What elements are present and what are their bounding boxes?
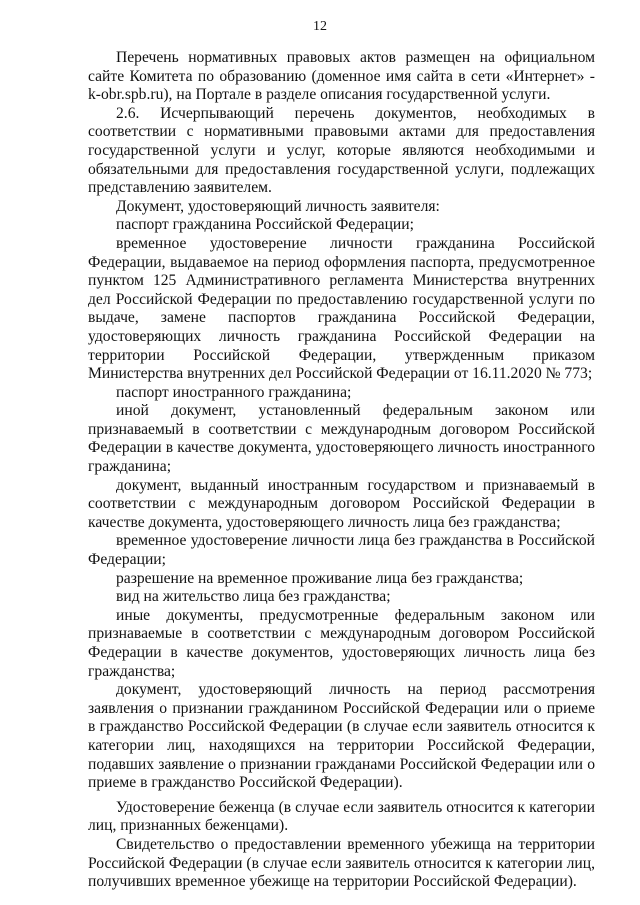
paragraph-other-documents-stateless: иные документы, предусмотренные федеральным законом или признаваемые в соответствии с международным договором Российской Федерации в качестве документов, удостоверяющих личность лица без гражданства; [88, 606, 595, 680]
page-number: 12 [313, 19, 327, 34]
paragraph-rf-passport: паспорт гражданина Российской Федерации; [116, 216, 414, 234]
document-body [88, 49, 595, 892]
paragraph-temporary-residence-permit: разрешение на временное проживание лица без гражданства; [116, 569, 524, 587]
paragraph-refugee-certificate: Удостоверение беженца (в случае если заявитель относится к категории лиц, признанных беженцами). [88, 798, 595, 835]
paragraph-document-stateless: документ, выданный иностранным государством и признаваемый в соответствии с международным договором Российской Федерации в качестве документа, удостоверяющего личность лица без гражданства; [88, 476, 595, 531]
paragraph-identity-during-review: документ, удостоверяющий личность на период рассмотрения заявления о признании гражданином Российской Федерации или о приеме в гражданство Российской Федерации (в случае если заявитель относится к категории лиц, находящихся на территории Российской Федерации, подавших заявление о признании гражданами Российской Федерации или о приеме в гражданство Российской Федерации). [88, 681, 595, 792]
paragraph-identity-document-heading: Документ, удостоверяющий личность заявителя: [116, 197, 440, 215]
paragraph-section-2-6: 2.6. Исчерпывающий перечень документов, необходимых в соответствии с нормативными правовыми актами для предоставления государственной услуги и услуг, которые являются необходимыми и обязательными для предоставления государственной услуги, подлежащих представлению заявителем. [88, 104, 595, 197]
paragraph-other-document-foreigner: иной документ, установленный федеральным законом или признаваемый в соответствии с международным договором Российской Федерации в качестве документа, удостоверяющего личность иностранного гражданина; [88, 402, 595, 476]
paragraph-temporary-id-citizen: временное удостоверение личности гражданина Российской Федерации, выдаваемое на период оформления паспорта, предусмотренное пунктом 125 Административного регламента Министерства внутренних дел Российской Федерации по предоставлению государственной услуги по выдаче, замене паспортов гражданина Российской Федерации, удостоверяющих личность гражданина Российской Федерации на территории Российской Федерации, утвержденным приказом Министерства внутренних дел Российской Федерации от 16.11.2020 № 773; [88, 234, 595, 383]
paragraph-residence-permit: вид на жительство лица без гражданства; [116, 588, 391, 606]
paragraph-foreign-passport: паспорт иностранного гражданина; [116, 383, 352, 401]
paragraph-legal-acts-location: Перечень нормативных правовых актов размещен на официальном сайте Комитета по образованию (доменное имя сайта в сети «Интернет» - k-obr.spb.ru), на Портале в разделе описания государственной услуги. [88, 49, 595, 104]
paragraph-temporary-asylum-certificate: Свидетельство о предоставлении временного убежища на территории Российской Федерации (в случае если заявитель относится к категории лиц, получивших временное убежище на территории Российской Федерации). [88, 835, 595, 891]
paragraph-temporary-id-stateless: временное удостоверение личности лица без гражданства в Российской Федерации; [88, 532, 595, 569]
